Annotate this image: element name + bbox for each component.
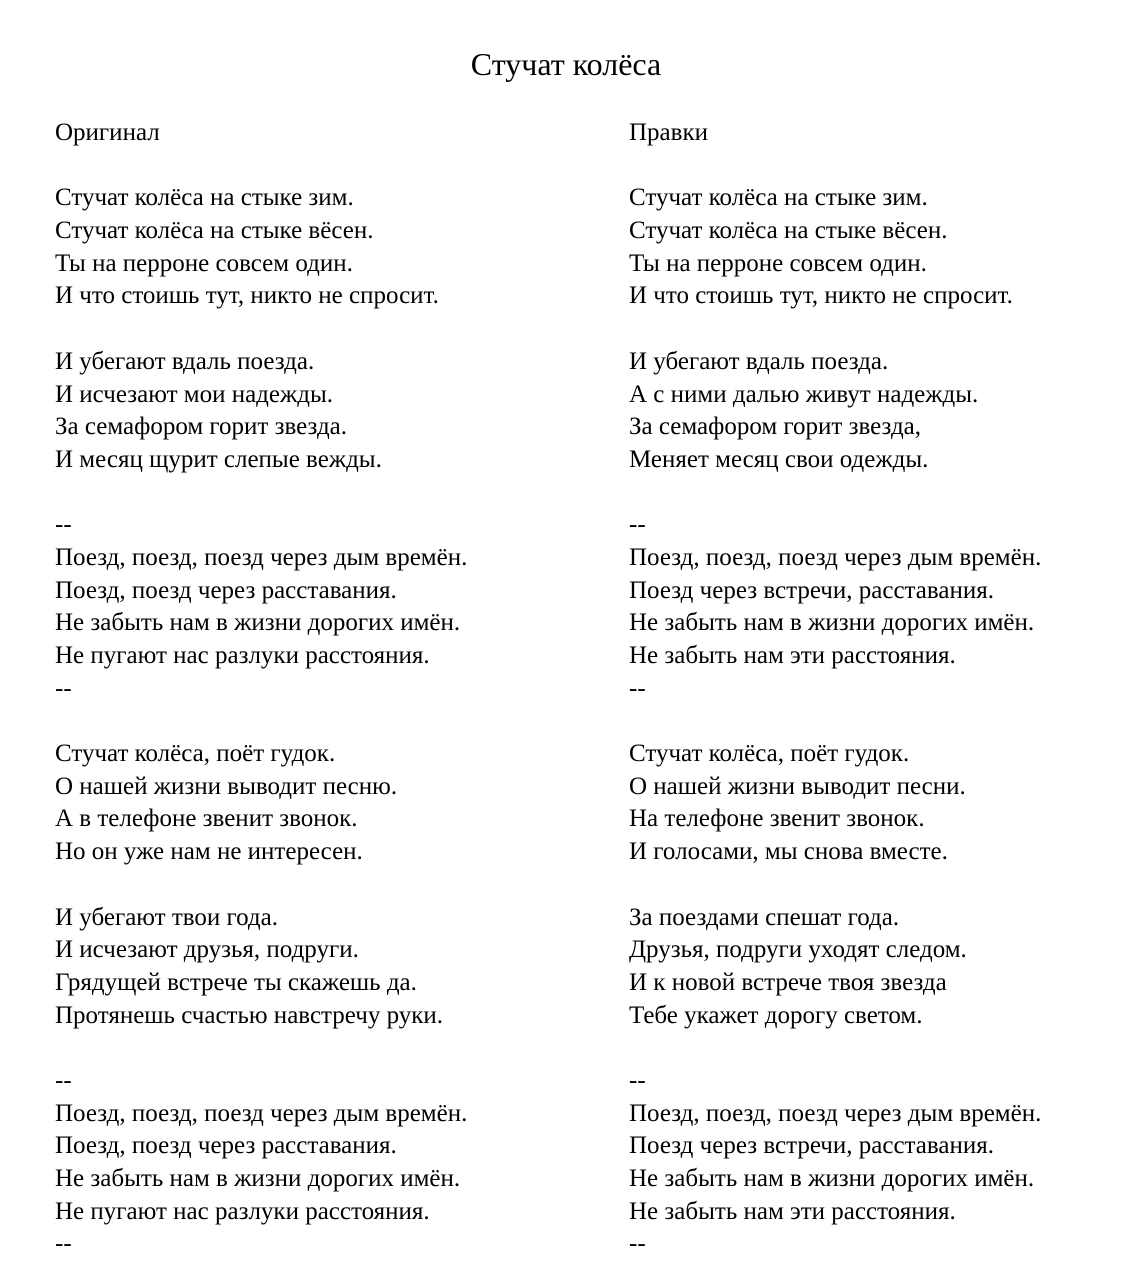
original-verse-line: Не пугают нас разлуки расстояния. [55,642,430,669]
edits-lines [629,150,1140,1261]
original-verse-line: За семафором горит звезда. [55,413,348,441]
edits-verse-line: За поездами спешат года. [629,903,900,931]
edits-verse-line: Меняет месяц свои одежды. [629,445,929,473]
edits-blank-line [629,477,1140,510]
edits-heading: Правки [629,119,708,146]
edits-blank-line [629,705,1140,738]
edits-verse-line: Друзья, подруги уходят следом. [629,936,967,964]
edits-blank-line [629,150,1140,183]
original-heading: Оригинал [55,119,160,146]
edits-column [629,117,1140,1261]
original-separator: -- [55,1230,72,1258]
original-blank-line [55,313,595,346]
original-verse-line: Не забыть нам в жизни дорогих имён. [55,1165,461,1192]
original-verse-line: И исчезают мои надежды. [55,380,334,408]
edits-verse-line: Не забыть нам эти расстояния. [629,1197,956,1225]
edits-verse-line: Поезд, поезд, поезд через дым времён. [629,543,1042,571]
edits-blank-line [629,1032,1140,1065]
edits-blank-line [629,869,1140,902]
original-verse-line: Поезд, поезд, поезд через дым времён. [55,1099,468,1127]
original-verse-line: О нашей жизни выводит песню. [55,772,398,800]
original-blank-line [55,705,595,738]
edits-separator: -- [629,674,646,702]
original-verse-line: Не забыть нам в жизни дорогих имён. [55,609,461,637]
page-title: Стучат колёса [470,46,662,82]
edits-verse-line: Стучат колёса, поёт гудок. [629,740,910,768]
edits-verse-line: За семафором горит звезда, [629,413,922,441]
edits-verse-line: Поезд через встречи, расставания. [629,1132,994,1160]
edits-verse-line: О нашей жизни выводит песни. [629,772,966,800]
edits-verse-line: На телефоне звенит звонок. [629,805,925,833]
original-blank-line [55,150,595,183]
original-lines [55,150,595,1261]
original-blank-line [55,1032,595,1065]
edits-separator: -- [629,511,646,539]
edits-verse-line: И что стоишь тут, никто не спросит. [629,282,1013,310]
original-verse-line: Стучат колёса, поёт гудок. [55,740,336,768]
original-verse-line: И убегают вдаль поезда. [55,347,315,375]
edits-verse-line: А с ними далью живут надежды. [629,380,979,408]
edits-verse-line: И к новой встрече твоя звезда [629,968,947,996]
edits-verse-line: Не забыть нам эти расстояния. [629,642,956,669]
edits-verse-line: Не забыть нам в жизни дорогих имён. [629,609,1035,637]
original-blank-line [55,869,595,902]
original-verse-line: И убегают твои года. [55,903,278,931]
original-verse-line: Стучат колёса на стыке вёсен. [55,217,374,245]
original-verse-line: Грядущей встрече ты скажешь да. [55,968,417,996]
original-verse-line: И что стоишь тут, никто не спросит. [55,282,439,310]
edits-verse-line: Стучат колёса на стыке зим. [629,184,928,212]
edits-verse-line: Поезд через встречи, расставания. [629,576,994,604]
edits-verse-line: Не забыть нам в жизни дорогих имён. [629,1165,1035,1192]
original-blank-line [55,477,595,510]
original-column [55,117,595,1261]
original-verse-line: Не пугают нас разлуки расстояния. [55,1197,430,1225]
original-verse-line: Но он уже нам не интересен. [55,838,363,866]
edits-verse-line: Ты на перроне совсем один. [629,249,927,277]
original-separator: -- [55,511,72,539]
original-verse-line: И месяц щурит слепые вежды. [55,445,382,473]
original-verse-line: Ты на перроне совсем один. [55,249,353,277]
edits-verse-line: Поезд, поезд, поезд через дым времён. [629,1099,1042,1127]
original-verse-line: Протянешь счастью навстречу руки. [55,1001,444,1029]
edits-separator: -- [629,1066,646,1094]
original-verse-line: Поезд, поезд через расставания. [55,1132,397,1160]
original-verse-line: Поезд, поезд через расставания. [55,576,397,604]
original-verse-line: Стучат колёса на стыке зим. [55,184,354,212]
original-verse-line: Поезд, поезд, поезд через дым времён. [55,543,468,571]
original-verse-line: И исчезают друзья, подруги. [55,936,359,964]
original-separator: -- [55,1066,72,1094]
edits-verse-line: Тебе укажет дорогу светом. [629,1001,923,1029]
edits-verse-line: И голосами, мы снова вместе. [629,838,948,866]
edits-verse-line: И убегают вдаль поезда. [629,347,889,375]
edits-verse-line: Стучат колёса на стыке вёсен. [629,217,948,245]
edits-blank-line [629,313,1140,346]
edits-separator: -- [629,1230,646,1258]
original-separator: -- [55,674,72,702]
original-verse-line: А в телефоне звенит звонок. [55,805,358,833]
